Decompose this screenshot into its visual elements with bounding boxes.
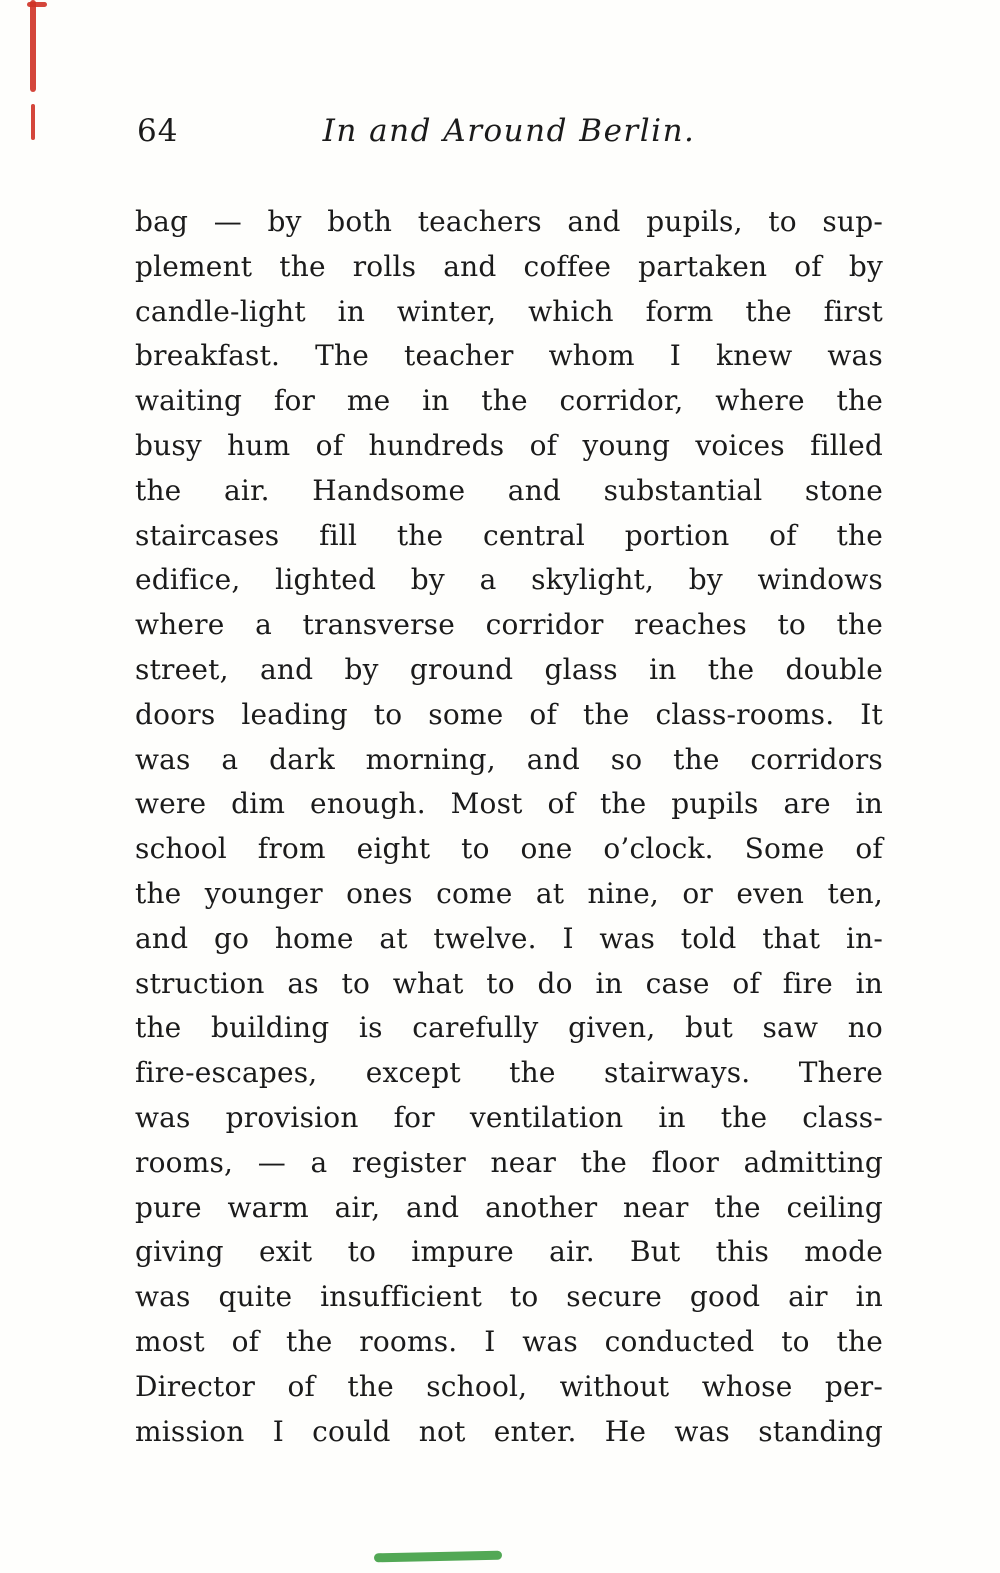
- body-line: plement the rolls and coffee partaken of by: [135, 249, 883, 283]
- page-header: [135, 110, 883, 158]
- running-title: In and Around Berlin.: [322, 113, 696, 149]
- scan-mark-green: [374, 1551, 502, 1563]
- body-line: rooms, — a register near the floor admitting: [135, 1145, 883, 1179]
- body-line: the air. Handsome and substantial stone: [135, 473, 883, 507]
- body-line: fire-escapes, except the stairways. There: [135, 1056, 883, 1090]
- body-line: waiting for me in the corridor, where the: [135, 384, 883, 418]
- body-line: pure warm air, and another near the ceiling: [135, 1190, 883, 1224]
- body-line: doors leading to some of the class-rooms. It: [135, 697, 883, 731]
- body-line: staircases fill the central portion of the: [135, 518, 883, 552]
- body-line: most of the rooms. I was conducted to the: [135, 1324, 883, 1358]
- page-number: 64: [137, 113, 179, 149]
- body-line: busy hum of hundreds of young voices filled: [135, 428, 883, 462]
- body-line: the building is carefully given, but saw no: [135, 1011, 883, 1045]
- scan-mark-red-horizontal: [27, 2, 47, 7]
- body-line: struction as to what to do in case of fire in: [135, 966, 883, 1000]
- body-line: edifice, lighted by a skylight, by windows: [135, 563, 883, 597]
- body-line: was provision for ventilation in the class-: [135, 1100, 883, 1134]
- body-line: street, and by ground glass in the double: [135, 652, 883, 686]
- scan-mark-red-tick: [31, 104, 35, 140]
- body-line: were dim enough. Most of the pupils are in: [135, 787, 883, 821]
- body-line: giving exit to impure air. But this mode: [135, 1235, 883, 1269]
- body-text: [135, 200, 883, 1454]
- body-line: candle-light in winter, which form the first: [135, 294, 883, 328]
- scan-mark-red-vertical: [30, 0, 36, 92]
- body-line: school from eight to one o’clock. Some of: [135, 832, 883, 866]
- body-line: bag — by both teachers and pupils, to sup-: [135, 205, 883, 238]
- body-line: where a transverse corridor reaches to the: [135, 608, 883, 642]
- body-line: and go home at twelve. I was told that in-: [135, 921, 883, 955]
- body-line: Director of the school, without whose per-: [135, 1369, 883, 1403]
- body-line: the younger ones come at nine, or even ten,: [135, 876, 883, 910]
- body-line: breakfast. The teacher whom I knew was: [135, 339, 883, 373]
- body-line: was quite insufficient to secure good air in: [135, 1280, 883, 1314]
- body-line: was a dark morning, and so the corridors: [135, 742, 883, 776]
- body-line: mission I could not enter. He was standing: [135, 1414, 883, 1448]
